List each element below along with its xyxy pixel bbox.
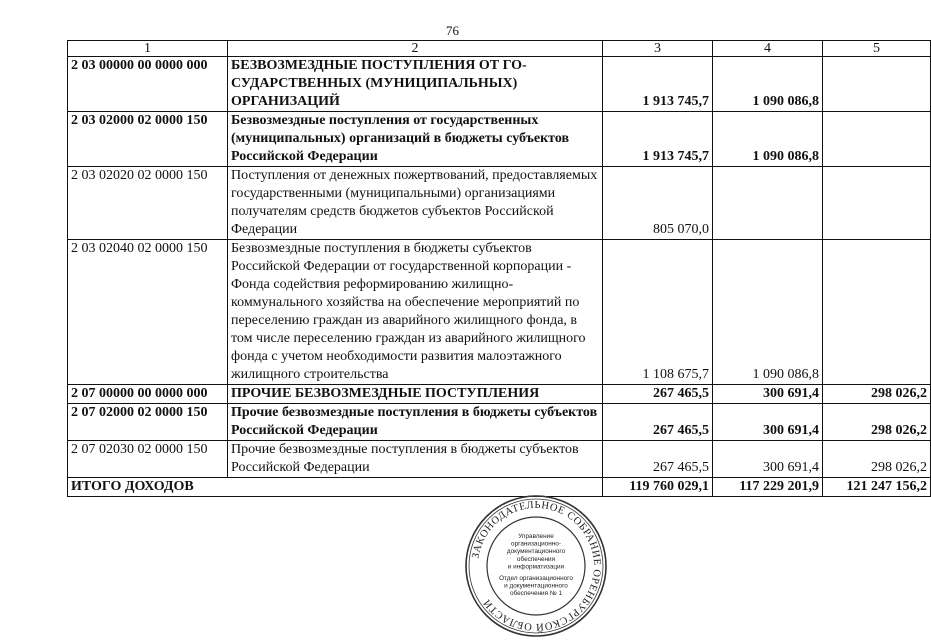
item-name-cell: Безвозмездные поступления в бюджеты субъектов Российской Федерации от государственной корпорации - Фонда содействия реформированию жилищно-коммунального хозяйства на обеспечение мероприятий по переселению граждан из аварийного жилищного фонда, в том числе переселению граждан из аварийного жилищного фонда с учетом необходимости развития малоэтажного жилищного строительства: [228, 240, 603, 385]
value-col4-cell: 300 691,4: [713, 385, 823, 404]
table-row: [68, 57, 931, 112]
column-number: 4: [713, 41, 823, 57]
value-col4-cell: 1 090 086,8: [713, 112, 823, 167]
value-col5-cell: [823, 112, 931, 167]
page-number: 76: [446, 23, 459, 38]
seal-inner-line: Отдел организационного: [499, 575, 573, 582]
item-name-cell: Прочие безвозмездные поступления в бюджеты субъектов Российской Федерации: [228, 404, 603, 441]
value-col4-cell: 1 090 086,8: [713, 57, 823, 112]
column-number: 5: [823, 41, 931, 57]
budget-code-cell: 2 07 02000 02 0000 150: [68, 404, 228, 441]
budget-table: [67, 40, 931, 497]
total-label: ИТОГО ДОХОДОВ: [68, 478, 603, 497]
seal-inner-line: и информатизации: [507, 563, 565, 571]
table-row: [68, 240, 931, 385]
column-number: 1: [68, 41, 228, 57]
budget-code-cell: 2 03 02020 02 0000 150: [68, 167, 228, 240]
budget-code-cell: 2 07 00000 00 0000 000: [68, 385, 228, 404]
value-col5-cell: [823, 167, 931, 240]
value-col4-cell: 1 090 086,8: [713, 240, 823, 385]
budget-code-cell: 2 03 02000 02 0000 150: [68, 112, 228, 167]
value-col3-cell: 267 465,5: [603, 385, 713, 404]
total-value-v3: 119 760 029,1: [603, 478, 713, 497]
value-col5-cell: 298 026,2: [823, 385, 931, 404]
budget-code-cell: 2 03 02040 02 0000 150: [68, 240, 228, 385]
table-row: [68, 404, 931, 441]
item-name-cell: ПРОЧИЕ БЕЗВОЗМЕЗДНЫЕ ПОСТУПЛЕНИЯ: [228, 385, 603, 404]
item-name-cell: Безвозмездные поступления от государственных (муниципальных) организаций в бюджеты субъектов Российской Федерации: [228, 112, 603, 167]
value-col5-cell: 298 026,2: [823, 404, 931, 441]
table-row: [68, 167, 931, 240]
value-col3-cell: 805 070,0: [603, 167, 713, 240]
value-col4-cell: 300 691,4: [713, 404, 823, 441]
column-number: 2: [228, 41, 603, 57]
value-col3-cell: 1 913 745,7: [603, 57, 713, 112]
seal-inner-line: организационно-: [511, 540, 561, 548]
seal-inner-line: документационного: [506, 548, 566, 556]
total-value-v5: 121 247 156,2: [823, 478, 931, 497]
seal-inner-line: Управление: [518, 533, 554, 540]
value-col3-cell: 267 465,5: [603, 441, 713, 478]
value-col5-cell: [823, 57, 931, 112]
value-col3-cell: 1 913 745,7: [603, 112, 713, 167]
budget-code-cell: 2 07 02030 02 0000 150: [68, 441, 228, 478]
item-name-cell: Поступления от денежных пожертвований, предоставляемых государственными (муниципальными) организациями получателям средств бюджетов субъектов Российской Федерации: [228, 167, 603, 240]
seal-ring-text: ЗАКОНОДАТЕЛЬНОЕ СОБРАНИЕ ОРЕНБУРГСКОЙ ОБЛАСТИ: [470, 499, 603, 633]
item-name-cell: БЕЗВОЗМЕЗДНЫЕ ПОСТУПЛЕНИЯ ОТ ГО-СУДАРСТВЕННЫХ (МУНИЦИПАЛЬНЫХ) ОРГАНИЗАЦИЙ: [228, 57, 603, 112]
value-col3-cell: 267 465,5: [603, 404, 713, 441]
total-value-v4: 117 229 201,9: [713, 478, 823, 497]
value-col5-cell: [823, 240, 931, 385]
value-col4-cell: 300 691,4: [713, 441, 823, 478]
value-col4-cell: [713, 167, 823, 240]
table-row: [68, 112, 931, 167]
value-col3-cell: 1 108 675,7: [603, 240, 713, 385]
item-name-cell: Прочие безвозмездные поступления в бюджеты субъектов Российской Федерации: [228, 441, 603, 478]
seal-inner-line: и документационного: [504, 582, 568, 590]
seal-graphic: [462, 492, 610, 640]
value-col5-cell: 298 026,2: [823, 441, 931, 478]
table-row: [68, 441, 931, 478]
seal-inner-line: обеспечения № 1: [509, 590, 563, 598]
column-number-row: [68, 41, 931, 57]
seal-inner-line: обеспечения: [516, 555, 556, 563]
official-seal: [462, 492, 610, 640]
table-row: [68, 385, 931, 404]
column-number: 3: [603, 41, 713, 57]
budget-code-cell: 2 03 00000 00 0000 000: [68, 57, 228, 112]
